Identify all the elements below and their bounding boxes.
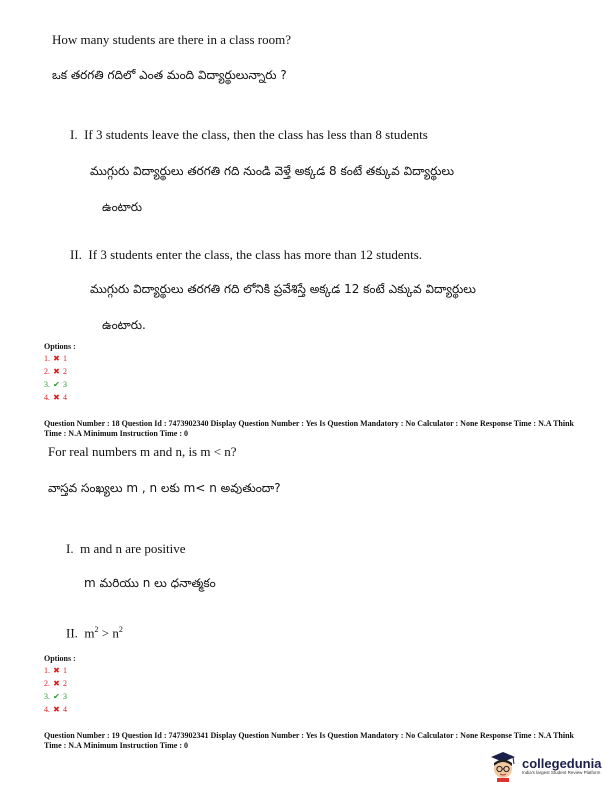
option-number: 1. [44, 354, 50, 363]
q17-s1-en: If 3 students leave the class, then the class has less than 8 students [84, 127, 428, 142]
q18-s2-op: > n [98, 625, 119, 641]
option-value: 4 [63, 705, 67, 714]
student-mascot-icon [488, 750, 518, 782]
option-value: 2 [63, 367, 67, 376]
cross-icon: ✖ [53, 705, 60, 714]
q17-option-3 [44, 380, 67, 389]
q17-s1-te-line2: ఉంటారు [102, 200, 143, 214]
q18-s2-base: m [84, 625, 95, 641]
q17-s1-te-line1: ముగ్గురు విద్యార్థులు తరగతి గది నుండి వెళ్తే అక్కడ 8 కంటే తక్కువ విద్యార్థులు [90, 164, 455, 178]
cross-icon: ✖ [53, 367, 60, 376]
option-value: 1 [63, 666, 67, 675]
q17-option-2 [44, 367, 67, 376]
q17-option-4 [44, 393, 67, 402]
q18-s1-te: m మరియు n లు ధనాత్మకం [84, 576, 216, 590]
collegedunia-logo [488, 750, 601, 782]
q18-question-en: For real numbers m and n, is m < n? [48, 444, 237, 459]
option-number: 2. [44, 679, 50, 688]
option-number: 3. [44, 692, 50, 701]
q18-options-label: Options : [44, 654, 76, 663]
q17-question-te: ఒక తరగతి గదిలో ఎంత మంది విద్యార్థులున్నారు ? [52, 68, 287, 82]
q17-options-label: Options : [44, 342, 76, 351]
q19-meta: Question Number : 19 Question Id : 7473902341 Display Question Number : Yes Is Question Mandatory : No Calculator : None Response Time : N.A Think Time : N.A Minimum Instruction Time : 0 [44, 731, 574, 750]
q18-s2-exp1: 2 [94, 625, 99, 634]
check-icon: ✔ [53, 692, 60, 701]
option-number: 2. [44, 367, 50, 376]
option-value: 3 [63, 380, 67, 389]
option-number: 4. [44, 393, 50, 402]
q18-option-1 [44, 666, 67, 675]
q17-s2-te-line1: ముగ్గురు విద్యార్థులు తరగతి గది లోనికి ప్రవేశిస్తే అక్కడ 12 కంటే ఎక్కువ విద్యార్థులు [90, 282, 476, 296]
roman-numeral: I. [70, 127, 78, 142]
option-value: 3 [63, 692, 67, 701]
q18-s2-exp2: 2 [118, 625, 123, 634]
q18-option-3 [44, 692, 67, 701]
roman-numeral: II. [66, 625, 78, 641]
q18-option-4 [44, 705, 67, 714]
cross-icon: ✖ [53, 393, 60, 402]
q17-statement-1 [70, 127, 428, 143]
option-number: 3. [44, 380, 50, 389]
logo-name: collegedunia [522, 756, 602, 771]
q18-s1-en: m and n are positive [80, 541, 186, 556]
q17-question-en: How many students are there in a class room? [52, 32, 291, 47]
q17-option-1 [44, 354, 67, 363]
option-value: 1 [63, 354, 67, 363]
q18-meta: Question Number : 18 Question Id : 7473902340 Display Question Number : Yes Is Question Mandatory : No Calculator : None Response Time : N.A Think Time : N.A Minimum Instruction Time : 0 [44, 419, 574, 438]
logo-tagline: India's largest Student Review Platform [522, 770, 601, 775]
check-icon: ✔ [53, 380, 60, 389]
q18-question-te: వాస్తవ సంఖ్యలు m , n లకు m< n అవుతుందా? [48, 481, 281, 495]
cross-icon: ✖ [53, 666, 60, 675]
q18-statement-1 [66, 541, 186, 557]
cross-icon: ✖ [53, 679, 60, 688]
cross-icon: ✖ [53, 354, 60, 363]
roman-numeral: I. [66, 541, 74, 556]
option-value: 4 [63, 393, 67, 402]
q18-option-2 [44, 679, 67, 688]
roman-numeral: II. [70, 247, 82, 262]
option-number: 1. [44, 666, 50, 675]
option-number: 4. [44, 705, 50, 714]
q18-statement-2 [66, 625, 123, 641]
q17-s2-en: If 3 students enter the class, the class has more than 12 students. [88, 247, 423, 262]
q17-s2-te-line2: ఉంటారు. [102, 318, 146, 332]
q17-statement-2 [70, 247, 422, 263]
option-value: 2 [63, 679, 67, 688]
